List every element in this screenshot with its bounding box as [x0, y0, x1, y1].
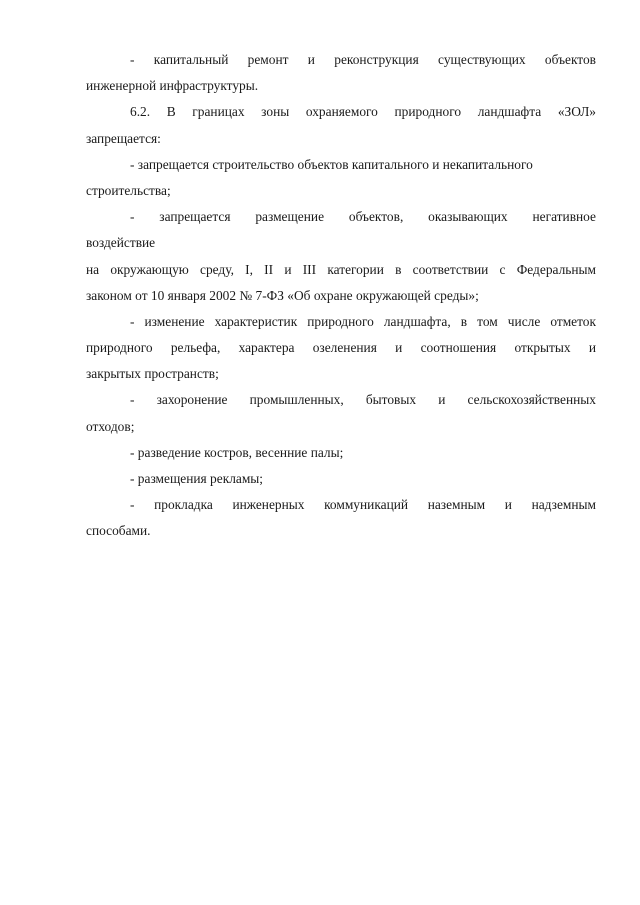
document-body — [86, 47, 596, 545]
text-line: - капитальный ремонт и реконструкция существующих объектов — [130, 52, 596, 67]
text-line: инженерной инфраструктуры. — [86, 78, 259, 94]
text-line: законом от 10 января 2002 № 7-ФЗ «Об охране окружающей среды»; — [86, 287, 479, 303]
text-line: 6.2. В границах зоны охраняемого природного ландшафта «ЗОЛ» — [130, 104, 596, 120]
text-line: - разведение костров, весенние палы; — [130, 444, 344, 460]
text-line: - запрещается размещение объектов, оказывающих негативное — [130, 209, 596, 225]
text-line: - захоронение промышленных, бытовых и сельскохозяйственных — [130, 392, 596, 408]
text-line: строительства; — [86, 182, 171, 198]
text-line: - запрещается строительство объектов капитального и некапитального — [130, 156, 533, 172]
text-line: способами. — [86, 523, 151, 539]
text-line: - изменение характеристик природного ландшафта, в том числе отметок — [130, 313, 596, 329]
text-line: запрещается: — [86, 130, 161, 146]
text-line: природного рельефа, характера озеленения и соотношения открытых и — [86, 340, 596, 356]
text-line: - размещения рекламы; — [130, 471, 264, 486]
text-line: воздействие — [86, 235, 156, 251]
text-line: - прокладка инженерных коммуникаций наземным и надземным — [130, 497, 596, 513]
text-line: на окружающую среду, I, II и III категории в соответствии с Федеральным — [86, 261, 596, 277]
text-line: закрытых пространств; — [86, 366, 219, 382]
text-line: отходов; — [86, 418, 135, 434]
